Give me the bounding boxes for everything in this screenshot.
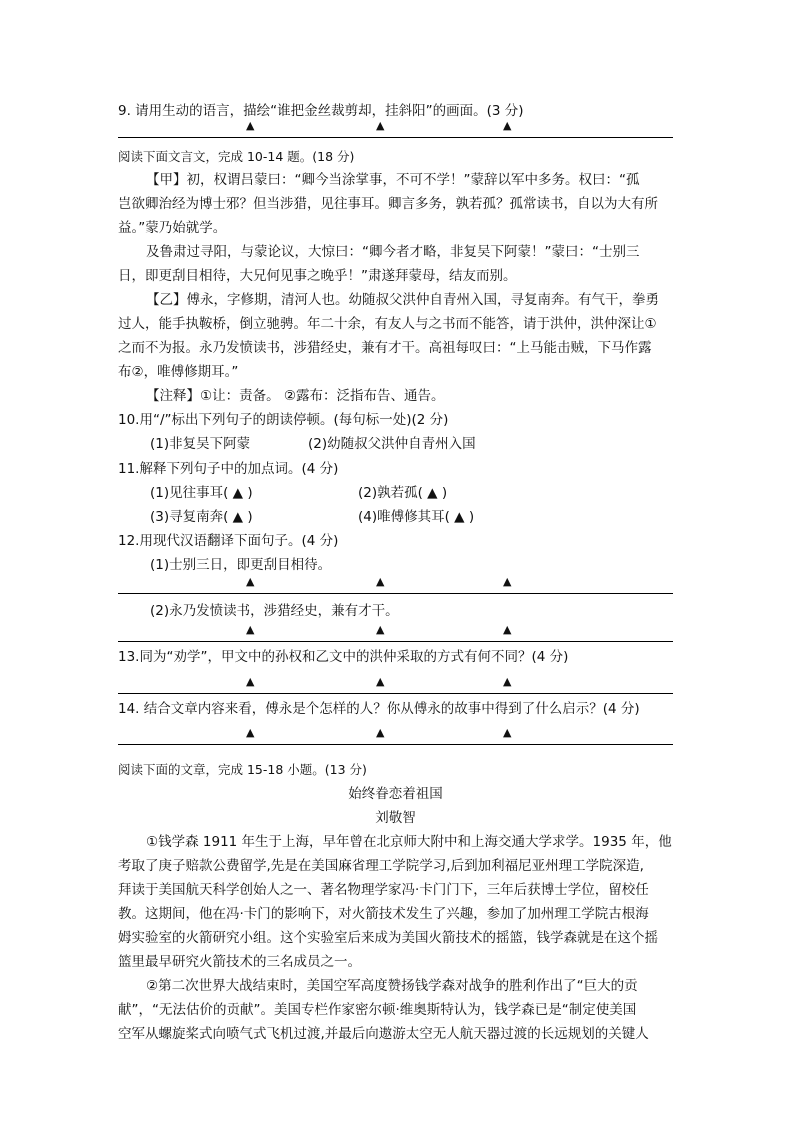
passage-yi-line: 之而不为报。永乃发愤读书，涉猎经史，兼有才干。高祖每叹曰：“上马能击贼，下马作露 bbox=[118, 340, 652, 356]
passage-yi-line: 过人，能手执鞍桥，倒立驰骋。年二十余，有友人与之书而不能答，请于洪仲，洪仲深让① bbox=[118, 316, 657, 332]
answer-marker: ▲ bbox=[503, 726, 512, 739]
q10-item-1: (1)非复吴下阿蒙 bbox=[150, 436, 251, 452]
passage-jia-line: 日，即更刮目相待，大兄何见事之晚乎！”肃遂拜蒙母，结友而别。 bbox=[118, 268, 517, 284]
passage-jia-line: 及鲁肃过寻阳，与蒙论议，大惊曰：“卿今者才略，非复吴下阿蒙！”蒙曰：“士别三 bbox=[146, 244, 640, 260]
paragraph-1-line: 拜读于美国航天科学创始人之一、著名物理学家冯·卡门门下，三年后获博士学位，留校任 bbox=[118, 882, 649, 898]
answer-marker: ▲ bbox=[246, 726, 255, 739]
answer-marker: ▲ bbox=[376, 575, 385, 588]
question-11: 11.解释下列句子中的加点词。(4 分) bbox=[118, 461, 339, 477]
q11-item[interactable]: (2)孰若孤( ▲ ) bbox=[358, 485, 448, 501]
question-12: 12.用现代汉语翻译下面句子。(4 分) bbox=[118, 533, 339, 549]
paragraph-1-line: 篮里最早研究火箭技术的三名成员之一。 bbox=[118, 954, 361, 970]
answer-marker: ▲ bbox=[376, 119, 385, 132]
classical-intro: 阅读下面文言文，完成 10-14 题。(18 分) bbox=[118, 149, 355, 164]
answer-marker: ▲ bbox=[503, 623, 512, 636]
passage-jia-line: 益。”蒙乃始就学。 bbox=[118, 220, 227, 236]
answer-marker: ▲ bbox=[376, 623, 385, 636]
paragraph-1-line: 考取了庚子赔款公费留学,先是在美国麻省理工学院学习,后到加利福尼亚州理工学院深造, bbox=[118, 858, 644, 874]
question-9: 9. 请用生动的语言，描绘“谁把金丝裁剪却，挂斜阳”的画面。(3 分) bbox=[118, 103, 524, 119]
answer-line-q13[interactable] bbox=[118, 675, 673, 694]
annotation-note: 【注释】①让：责备。 ②露布：泛指布告、通告。 bbox=[146, 388, 445, 404]
q11-item[interactable]: (4)唯傅修其耳( ▲ ) bbox=[358, 509, 475, 525]
answer-line-q14[interactable] bbox=[118, 726, 673, 745]
answer-marker: ▲ bbox=[503, 119, 512, 132]
answer-marker: ▲ bbox=[246, 623, 255, 636]
answer-marker: ▲ bbox=[376, 726, 385, 739]
answer-line-q12-2[interactable] bbox=[118, 623, 673, 642]
q12-item-2: (2)永乃发愤读书，涉猎经史，兼有才干。 bbox=[150, 603, 399, 619]
paragraph-1-line: 教。这期间，他在冯·卡门的影响下，对火箭技术发生了兴趣，参加了加州理工学院古根海 bbox=[118, 906, 649, 922]
q12-item-1: (1)士别三日，即更刮目相待。 bbox=[150, 557, 332, 573]
answer-marker: ▲ bbox=[376, 675, 385, 688]
answer-line-q12-1[interactable] bbox=[118, 575, 673, 594]
paragraph-2-line: 空军从螺旋桨式向喷气式飞机过渡,并最后向遨游太空无人航天器过渡的长远规划的关键人 bbox=[118, 1026, 649, 1042]
paragraph-2-line: 献”，“无法估价的贡献”。美国专栏作家密尔顿·维奥斯特认为，钱学森已是“制定使美国 bbox=[118, 1002, 637, 1018]
article-author: 刘敬智 bbox=[375, 810, 416, 826]
answer-marker: ▲ bbox=[246, 119, 255, 132]
question-14: 14. 结合文章内容来看，傅永是个怎样的人？你从傅永的故事中得到了什么启示？(4 分) bbox=[118, 701, 640, 717]
answer-line-q9[interactable] bbox=[118, 119, 673, 138]
passage-jia-line: 岂欲卿治经为博士邪？但当涉猎，见往事耳。卿言多务，孰若孤？孤常读书，自以为大有所 bbox=[118, 196, 658, 212]
passage-yi-line: 布②，唯傅修期耳。” bbox=[118, 364, 239, 380]
q11-item[interactable]: (1)见往事耳( ▲ ) bbox=[150, 485, 253, 501]
question-10: 10.用“/”标出下列句子的朗读停顿。(每句标一处)(2 分) bbox=[118, 412, 449, 428]
passage-yi-line: 【乙】傅永，字修期，清河人也。幼随叔父洪仲自青州入国，寻复南奔。有气干，拳勇 bbox=[146, 292, 659, 308]
article-title: 始终眷恋着祖国 bbox=[348, 786, 443, 802]
answer-marker: ▲ bbox=[503, 675, 512, 688]
q10-item-2: (2)幼随叔父洪仲自青州入国 bbox=[308, 436, 476, 452]
q11-item[interactable]: (3)寻复南奔( ▲ ) bbox=[150, 509, 253, 525]
answer-marker: ▲ bbox=[503, 575, 512, 588]
paragraph-1-line: ①钱学森 1911 年生于上海，早年曾在北京师大附中和上海交通大学求学。1935 年，他 bbox=[146, 834, 672, 850]
answer-marker: ▲ bbox=[246, 575, 255, 588]
paragraph-1-line: 姆实验室的火箭研究小组。这个实验室后来成为美国火箭技术的摇篮，钱学森就是在这个摇 bbox=[118, 930, 658, 946]
passage-jia-line: 【甲】初，权谓吕蒙曰：“卿今当涂掌事，不可不学！”蒙辞以军中多务。权曰：“孤 bbox=[146, 172, 640, 188]
paragraph-2-line: ②第二次世界大战结束时，美国空军高度赞扬钱学森对战争的胜利作出了“巨大的贡 bbox=[146, 978, 638, 994]
modern-intro: 阅读下面的文章，完成 15-18 小题。(13 分) bbox=[118, 762, 367, 777]
question-13: 13.同为“劝学”，甲文中的孙权和乙文中的洪仲采取的方式有何不同？(4 分) bbox=[118, 649, 569, 665]
answer-marker: ▲ bbox=[246, 675, 255, 688]
